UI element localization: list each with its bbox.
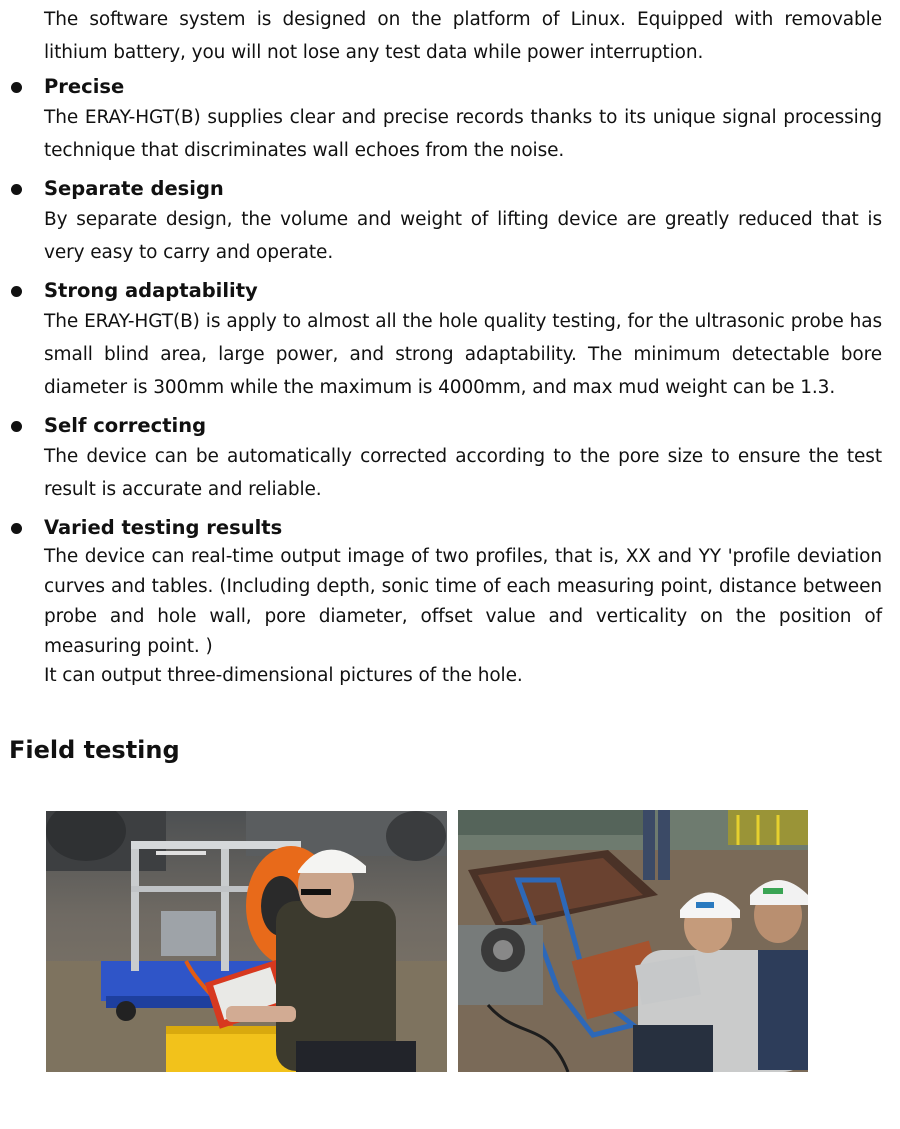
feature-title-strong-adaptability: Strong adaptability [44,279,258,302]
feature-body-separate-design: By separate design, the volume and weight of lifting device are greatly reduced that is very easy to carry and operate. [44,209,882,263]
field-testing-photo-2 [458,810,808,1072]
bullet-icon [11,184,22,195]
bullet-icon [11,286,22,297]
feature-title-separate-design: Separate design [44,177,224,200]
feature-body-self-correcting: The device can be automatically corrected according to the pore size to ensure the test result is accurate and reliable. [44,446,882,500]
section-title: Field testing [9,736,180,764]
field-testing-photo-1 [46,811,447,1072]
bullet-icon [11,421,22,432]
feature-body-strong-adaptability: The ERAY-HGT(B) is apply to almost all the hole quality testing, for the ultrasonic probe has small blind area, large power, and strong adaptability. The minimum detectable bore diameter is 300mm while the maximum is 4000mm, and max mud weight can be 1.3. [44,311,882,398]
feature-body-precise: The ERAY-HGT(B) supplies clear and precise records thanks to its unique signal processing technique that discriminates wall echoes from the noise. [44,107,882,161]
intro-paragraph: The software system is designed on the platform of Linux. Equipped with removable lithium battery, you will not lose any test data while power interruption. [44,9,882,63]
bullet-icon [11,523,22,534]
bullet-icon [11,82,22,93]
feature-extra-varied-testing-results: It can output three-dimensional pictures of the hole. [44,665,523,686]
feature-title-varied-testing-results: Varied testing results [44,516,283,539]
feature-body-varied-testing-results: The device can real-time output image of two profiles, that is, XX and YY 'profile deviation curves and tables. (Including depth, sonic time of each measuring point, distance between probe and hole wall, pore diameter, offset value and verticality on the position of measuring point. ) [44,546,882,657]
feature-title-self-correcting: Self correcting [44,414,207,437]
feature-title-precise: Precise [44,75,125,98]
